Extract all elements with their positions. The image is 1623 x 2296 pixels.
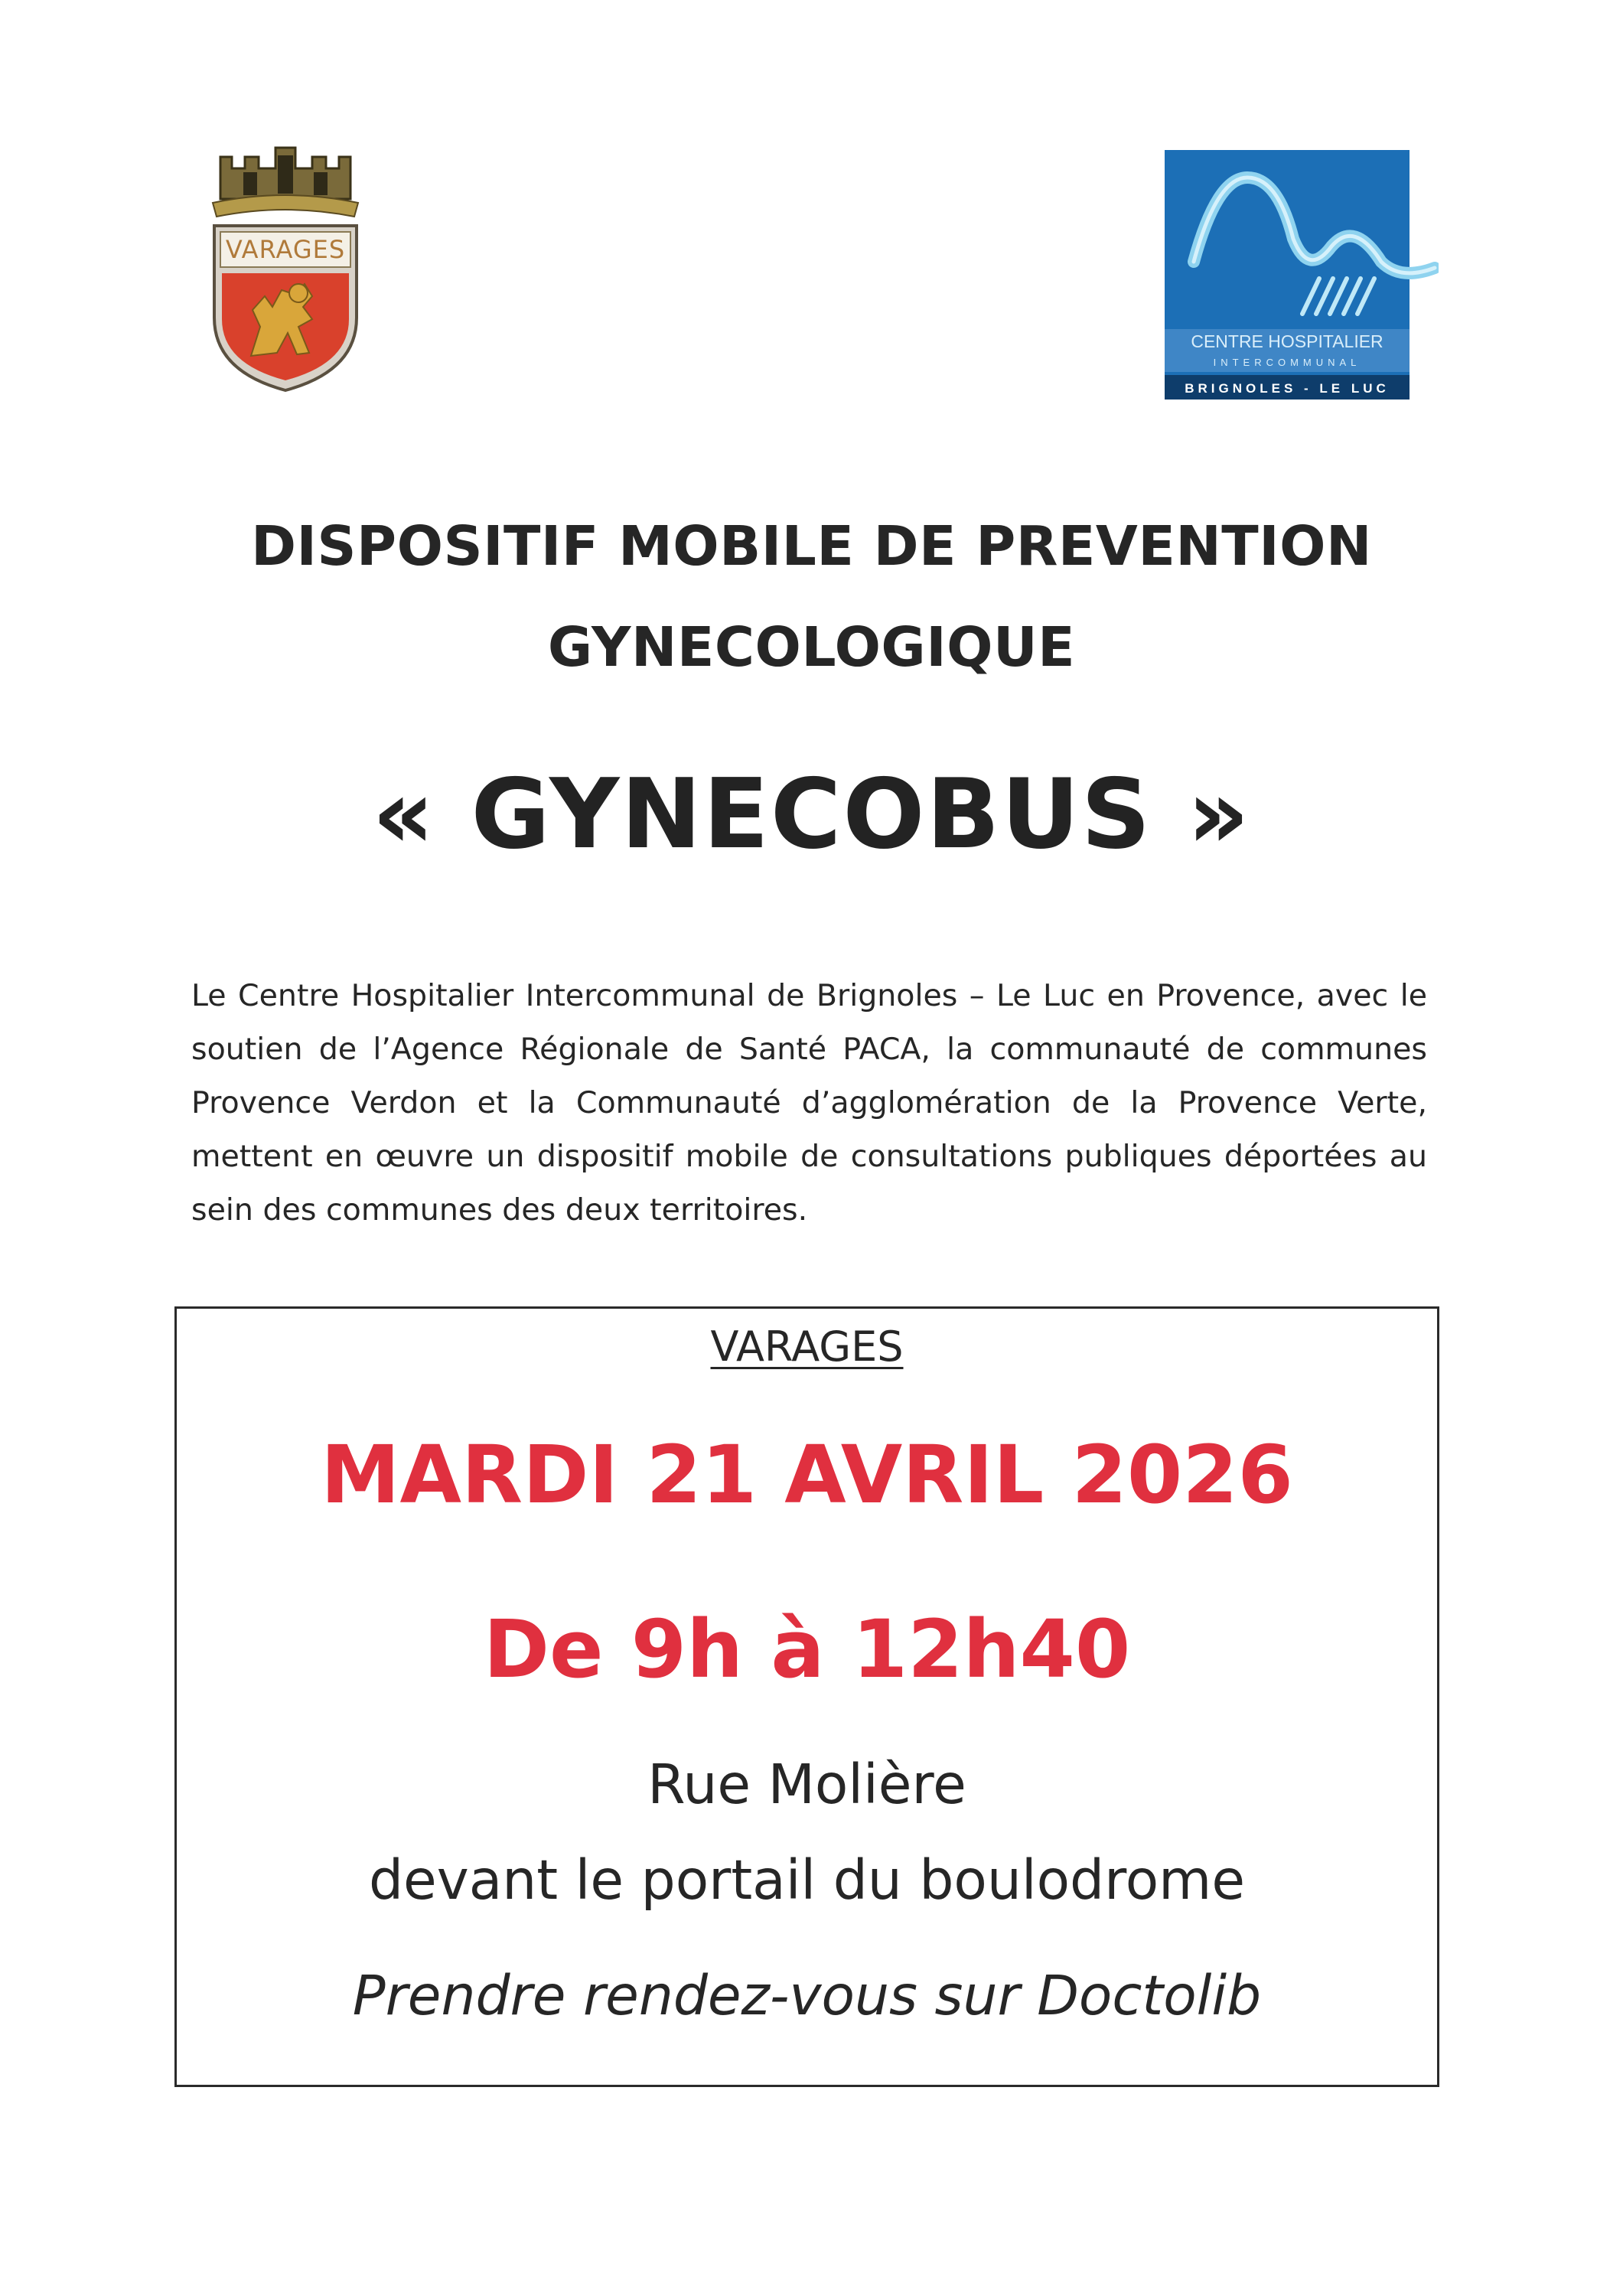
svg-text:CENTRE HOSPITALIER: CENTRE HOSPITALIER (1191, 331, 1383, 351)
event-town (177, 1322, 1437, 1371)
event-location-detail: devant le portail du boulodrome (368, 1848, 1245, 1912)
svg-text:VARAGES: VARAGES (225, 235, 346, 264)
svg-text:INTERCOMMUNAL: INTERCOMMUNAL (1213, 357, 1361, 368)
event-street: Rue Molière (647, 1753, 966, 1816)
event-date: MARDI 21 AVRIL 2026 (321, 1428, 1293, 1521)
title-line-1: DISPOSITIF MOBILE DE PREVENTION (251, 514, 1372, 578)
event-town-label: VARAGES (710, 1322, 904, 1371)
intro-paragraph: Le Centre Hospitalier Intercommunal de Brignoles – Le Luc en Provence, avec le soutien de l’Agence Régionale de Santé PACA, la communauté de communes Provence Verdon et la Communauté d’agglomération de la Provence Verte, mettent en œuvre un dispositif mobile de consultations publiques déportées au sein des communes des deux territoires. (191, 977, 1427, 1228)
event-details-box (174, 1306, 1439, 2087)
svg-text:BRIGNOLES - LE LUC: BRIGNOLES - LE LUC (1185, 381, 1390, 396)
hospital-logo (1163, 147, 1439, 407)
title-line-2: GYNECOLOGIQUE (547, 615, 1076, 679)
program-name: « GYNECOBUS » (372, 758, 1251, 870)
booking-instruction: Prendre rendez-vous sur Doctolib (352, 1964, 1262, 2027)
varages-crest-logo (197, 126, 373, 402)
event-hours: De 9h à 12h40 (483, 1603, 1131, 1696)
